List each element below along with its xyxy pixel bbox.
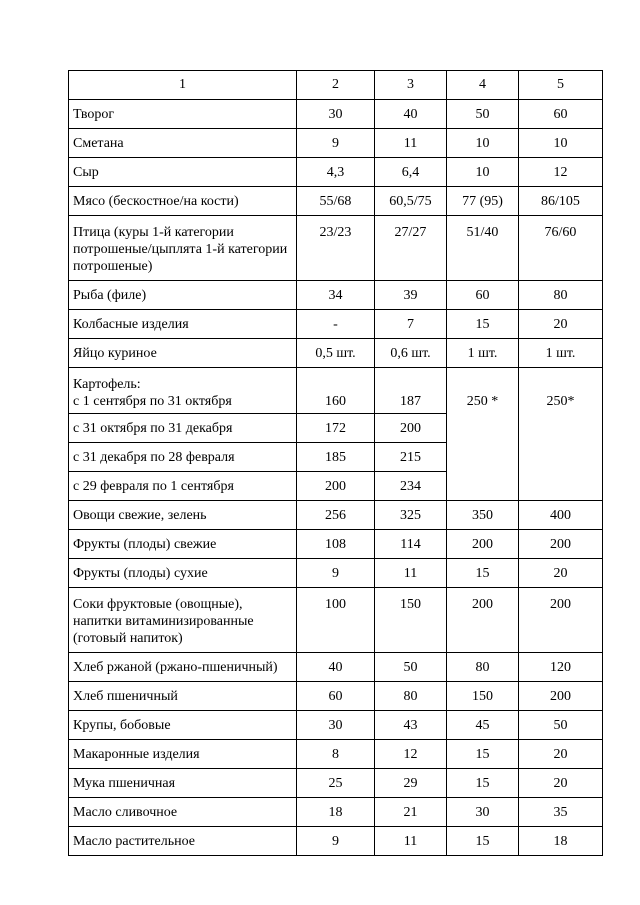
value-col-4: 45 — [447, 711, 519, 740]
product-name: Крупы, бобовые — [69, 711, 297, 740]
value-col-2: 160 — [297, 368, 375, 414]
value-col-4: 15 — [447, 559, 519, 588]
value-col-3: 150 — [375, 588, 447, 653]
table-row — [69, 501, 603, 530]
value-col-5: 18 — [519, 827, 603, 856]
value-col-4: 200 — [447, 588, 519, 653]
value-col-4: 15 — [447, 740, 519, 769]
value-col-5: 200 — [519, 588, 603, 653]
value-col-4: 15 — [447, 769, 519, 798]
value-col-5: 10 — [519, 129, 603, 158]
table-row — [69, 711, 603, 740]
value-col-4: 200 — [447, 530, 519, 559]
value-col-5: 20 — [519, 310, 603, 339]
value-col-4: 250 * — [447, 368, 519, 501]
value-col-5: 250* — [519, 368, 603, 501]
value-col-3: 187 — [375, 368, 447, 414]
value-col-3: 43 — [375, 711, 447, 740]
table-row — [69, 769, 603, 798]
product-name: Масло растительное — [69, 827, 297, 856]
value-col-5: 400 — [519, 501, 603, 530]
value-col-5: 20 — [519, 769, 603, 798]
value-col-2: 55/68 — [297, 187, 375, 216]
column-header-3: 3 — [375, 71, 447, 100]
value-col-4: 10 — [447, 129, 519, 158]
value-col-3: 80 — [375, 682, 447, 711]
value-col-5: 120 — [519, 653, 603, 682]
header-row — [69, 71, 603, 100]
column-header-4: 4 — [447, 71, 519, 100]
product-name: Птица (куры 1-й категории потрошеные/цыплята 1-й категории потрошеные) — [69, 216, 297, 281]
value-col-2: 108 — [297, 530, 375, 559]
value-col-3: 11 — [375, 129, 447, 158]
value-col-3: 215 — [375, 443, 447, 472]
product-name: Сыр — [69, 158, 297, 187]
value-col-5: 80 — [519, 281, 603, 310]
potato-period: с 31 декабря по 28 февраля — [69, 443, 297, 472]
value-col-4: 15 — [447, 827, 519, 856]
value-col-2: - — [297, 310, 375, 339]
value-col-5: 86/105 — [519, 187, 603, 216]
value-col-2: 30 — [297, 100, 375, 129]
value-col-4: 77 (95) — [447, 187, 519, 216]
value-col-2: 9 — [297, 827, 375, 856]
value-col-3: 50 — [375, 653, 447, 682]
product-name: Макаронные изделия — [69, 740, 297, 769]
value-col-4: 50 — [447, 100, 519, 129]
value-col-5: 50 — [519, 711, 603, 740]
value-col-2: 60 — [297, 682, 375, 711]
value-col-2: 18 — [297, 798, 375, 827]
value-col-4: 10 — [447, 158, 519, 187]
product-name: Соки фруктовые (овощные), напитки витаминизированные (готовый напиток) — [69, 588, 297, 653]
value-col-5: 12 — [519, 158, 603, 187]
food-norms-table — [68, 70, 603, 856]
table-row — [69, 158, 603, 187]
value-col-3: 325 — [375, 501, 447, 530]
value-col-2: 30 — [297, 711, 375, 740]
value-col-2: 172 — [297, 414, 375, 443]
value-col-2: 0,5 шт. — [297, 339, 375, 368]
value-col-4: 30 — [447, 798, 519, 827]
value-col-2: 23/23 — [297, 216, 375, 281]
table-row — [69, 653, 603, 682]
column-header-1: 1 — [69, 71, 297, 100]
value-col-5: 200 — [519, 530, 603, 559]
value-col-4: 80 — [447, 653, 519, 682]
product-name: Овощи свежие, зелень — [69, 501, 297, 530]
potato-period: с 31 октября по 31 декабря — [69, 414, 297, 443]
value-col-3: 0,6 шт. — [375, 339, 447, 368]
value-col-3: 39 — [375, 281, 447, 310]
table-row — [69, 281, 603, 310]
value-col-3: 21 — [375, 798, 447, 827]
value-col-2: 256 — [297, 501, 375, 530]
product-name: Фрукты (плоды) свежие — [69, 530, 297, 559]
table-row — [69, 310, 603, 339]
table-body — [69, 71, 603, 856]
product-name: Творог — [69, 100, 297, 129]
table-row — [69, 129, 603, 158]
value-col-3: 27/27 — [375, 216, 447, 281]
table-row — [69, 798, 603, 827]
value-col-3: 29 — [375, 769, 447, 798]
value-col-2: 40 — [297, 653, 375, 682]
product-name: Яйцо куриное — [69, 339, 297, 368]
potato-row — [69, 368, 603, 414]
value-col-3: 234 — [375, 472, 447, 501]
value-col-3: 11 — [375, 559, 447, 588]
value-col-2: 200 — [297, 472, 375, 501]
product-name: Мука пшеничная — [69, 769, 297, 798]
value-col-2: 9 — [297, 559, 375, 588]
product-name: Рыба (филе) — [69, 281, 297, 310]
table-row — [69, 100, 603, 129]
table-row — [69, 216, 603, 281]
value-col-2: 4,3 — [297, 158, 375, 187]
potato-period: с 29 февраля по 1 сентября — [69, 472, 297, 501]
value-col-5: 76/60 — [519, 216, 603, 281]
value-col-5: 60 — [519, 100, 603, 129]
value-col-2: 8 — [297, 740, 375, 769]
product-name: Фрукты (плоды) сухие — [69, 559, 297, 588]
value-col-3: 7 — [375, 310, 447, 339]
value-col-3: 12 — [375, 740, 447, 769]
value-col-3: 114 — [375, 530, 447, 559]
value-col-3: 40 — [375, 100, 447, 129]
table-row — [69, 559, 603, 588]
column-header-2: 2 — [297, 71, 375, 100]
value-col-3: 200 — [375, 414, 447, 443]
value-col-5: 20 — [519, 740, 603, 769]
value-col-4: 150 — [447, 682, 519, 711]
value-col-3: 11 — [375, 827, 447, 856]
table-row — [69, 682, 603, 711]
value-col-2: 100 — [297, 588, 375, 653]
table-row — [69, 827, 603, 856]
table-row — [69, 187, 603, 216]
value-col-2: 25 — [297, 769, 375, 798]
value-col-2: 9 — [297, 129, 375, 158]
table-row — [69, 339, 603, 368]
value-col-4: 350 — [447, 501, 519, 530]
product-name: Колбасные изделия — [69, 310, 297, 339]
product-name: Масло сливочное — [69, 798, 297, 827]
value-col-5: 35 — [519, 798, 603, 827]
table-row — [69, 530, 603, 559]
potato-period: с 1 сентября по 31 октября — [73, 394, 232, 409]
value-col-4: 1 шт. — [447, 339, 519, 368]
value-col-5: 20 — [519, 559, 603, 588]
value-col-2: 185 — [297, 443, 375, 472]
value-col-5: 1 шт. — [519, 339, 603, 368]
table-row — [69, 740, 603, 769]
product-name: Хлеб ржаной (ржано-пшеничный) — [69, 653, 297, 682]
value-col-3: 60,5/75 — [375, 187, 447, 216]
product-name: Хлеб пшеничный — [69, 682, 297, 711]
table-row — [69, 588, 603, 653]
value-col-4: 60 — [447, 281, 519, 310]
value-col-4: 15 — [447, 310, 519, 339]
column-header-5: 5 — [519, 71, 603, 100]
value-col-2: 34 — [297, 281, 375, 310]
value-col-5: 200 — [519, 682, 603, 711]
product-name: Мясо (бескостное/на кости) — [69, 187, 297, 216]
product-name: Сметана — [69, 129, 297, 158]
value-col-4: 51/40 — [447, 216, 519, 281]
potato-title: Картофель: — [73, 377, 141, 392]
value-col-3: 6,4 — [375, 158, 447, 187]
product-name — [69, 368, 297, 414]
